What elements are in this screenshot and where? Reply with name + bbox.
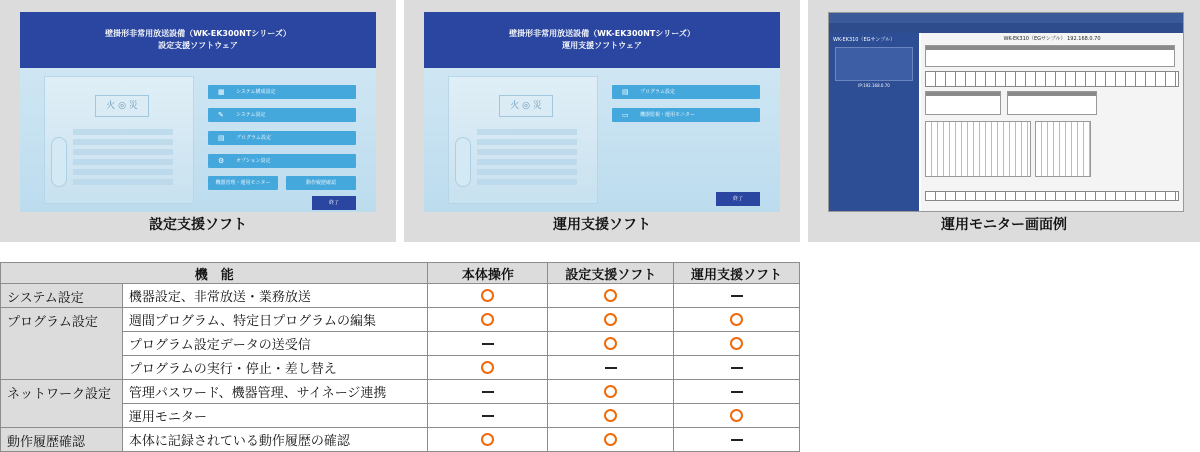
supported-circle-icon — [481, 361, 494, 374]
supported-circle-icon — [730, 409, 743, 422]
monitor-screen — [828, 12, 1184, 212]
settings-software-screen — [20, 12, 376, 212]
header-settings-software: 設定支援ソフト — [548, 263, 674, 284]
supported-circle-icon — [604, 433, 617, 446]
caption-monitor-example: 運用モニター画面例 — [941, 217, 1067, 233]
wrench-icon: ✎ — [218, 111, 224, 119]
program-icon: ▤ — [622, 88, 629, 96]
support-cell — [674, 332, 800, 356]
supported-circle-icon — [481, 289, 494, 302]
status-block — [925, 45, 1175, 67]
support-cell — [548, 356, 674, 380]
supported-circle-icon — [604, 409, 617, 422]
support-cell — [674, 356, 800, 380]
support-cell — [548, 308, 674, 332]
output-table — [1035, 121, 1091, 177]
support-cell — [428, 404, 548, 428]
caption-settings-software: 設定支援ソフト — [149, 217, 247, 233]
table-row — [1, 428, 800, 452]
category-cell: プログラム設定 — [1, 308, 123, 380]
supported-circle-icon — [604, 313, 617, 326]
function-table — [0, 262, 800, 452]
function-cell: 本体に記録されている動作履歴の確認 — [122, 428, 428, 452]
function-cell: 管理パスワード、機器管理、サイネージ連携 — [122, 380, 428, 404]
not-supported-dash-icon — [482, 343, 494, 345]
option-icon: ⚙ — [218, 157, 225, 165]
grid-icon: ▦ — [218, 88, 225, 96]
menu-option-settings-button[interactable]: ⚙ オプション設定 — [208, 154, 356, 168]
not-supported-dash-icon — [482, 415, 494, 417]
function-cell: 運用モニター — [122, 404, 428, 428]
supported-circle-icon — [604, 337, 617, 350]
input-table — [925, 121, 1031, 177]
supported-circle-icon — [730, 313, 743, 326]
support-cell — [428, 284, 548, 308]
support-cell — [548, 380, 674, 404]
circuit-row — [925, 191, 1179, 201]
settings-title-line2: 設定支援ソフトウェア — [158, 41, 238, 50]
menu-system-config-button[interactable]: ▦ システム構成設定 — [208, 85, 356, 99]
microphone-icon — [51, 137, 67, 187]
fire-indicator: 火 ◎ 災 — [499, 95, 553, 117]
panel-operation-software — [404, 0, 800, 242]
support-cell — [428, 356, 548, 380]
monitor-main-area — [921, 33, 1183, 211]
support-cell — [674, 308, 800, 332]
support-cell — [428, 332, 548, 356]
support-cell — [548, 404, 674, 428]
menu-program-settings-button[interactable]: ▤ プログラム設定 — [208, 131, 356, 145]
device-illustration — [44, 76, 194, 204]
support-cell — [674, 428, 800, 452]
operation-title-line2: 運用支援ソフトウェア — [562, 41, 642, 50]
category-cell: 動作履歴確認 — [1, 428, 123, 452]
menu-device-monitor-button[interactable]: ▭ 機器監視・運用モニター — [612, 108, 760, 122]
menu-program-settings-button[interactable]: ▤ プログラム設定 — [612, 85, 760, 99]
not-supported-dash-icon — [605, 367, 617, 369]
function-cell: 週間プログラム、特定日プログラムの編集 — [122, 308, 428, 332]
operation-software-screen — [424, 12, 780, 212]
support-cell — [548, 332, 674, 356]
table-row — [1, 284, 800, 308]
operation-title-line1: 壁掛形非常用放送設備（WK-EK300NTシリーズ） — [509, 29, 695, 38]
fire-indicator: 火 ◎ 災 — [95, 95, 149, 117]
support-cell — [428, 308, 548, 332]
support-cell — [674, 284, 800, 308]
menu-system-settings-button[interactable]: ✎ システム設定 — [208, 108, 356, 122]
settings-title-band — [20, 12, 376, 68]
category-cell: システム設定 — [1, 284, 123, 308]
support-cell — [674, 380, 800, 404]
caption-operation-software: 運用支援ソフト — [553, 217, 651, 233]
support-cell — [674, 404, 800, 428]
function-cell: プログラムの実行・停止・差し替え — [122, 356, 428, 380]
monitor-device-box[interactable] — [835, 47, 913, 81]
device-grid — [477, 125, 577, 185]
table-header-row — [1, 263, 800, 284]
header-operation-software: 運用支援ソフト — [674, 263, 800, 284]
settings-title-line1: 壁掛形非常用放送設備（WK-EK300NTシリーズ） — [105, 29, 291, 38]
monitor-tabs[interactable] — [829, 23, 1183, 33]
program-icon: ▤ — [218, 134, 225, 142]
device-grid — [73, 125, 173, 185]
output-block — [1007, 91, 1097, 115]
monitor-titlebar — [829, 13, 1183, 23]
not-supported-dash-icon — [731, 391, 743, 393]
device-illustration — [448, 76, 598, 204]
microphone-icon — [455, 137, 471, 187]
not-supported-dash-icon — [731, 439, 743, 441]
device-monitor-button[interactable]: 機器管理・運用モニター — [208, 176, 278, 190]
support-cell — [548, 428, 674, 452]
exit-button[interactable]: 終了 — [716, 192, 760, 206]
monitor-header: WK-EK310（EGサンプル） 192.168.0.70 — [1003, 36, 1101, 42]
history-button[interactable]: 動作履歴確認 — [286, 176, 356, 190]
monitor-device-ip: IP:192.168.0.70 — [858, 83, 890, 88]
not-supported-dash-icon — [731, 295, 743, 297]
function-cell: プログラム設定データの送受信 — [122, 332, 428, 356]
table-body — [1, 284, 800, 452]
exit-button[interactable]: 終了 — [312, 196, 356, 210]
input-block — [925, 91, 1001, 115]
supported-circle-icon — [730, 337, 743, 350]
panel-monitor-example — [808, 0, 1200, 242]
function-cell: 機器設定、非常放送・業務放送 — [122, 284, 428, 308]
monitor-device-name: WK-EK310（EGサンプル） — [833, 37, 896, 43]
category-cell: ネットワーク設定 — [1, 380, 123, 428]
not-supported-dash-icon — [482, 391, 494, 393]
table-row — [1, 308, 800, 332]
panel-settings-software — [0, 0, 396, 242]
not-supported-dash-icon — [731, 367, 743, 369]
header-function: 機 能 — [1, 263, 428, 284]
operation-title-band — [424, 12, 780, 68]
monitor-icon: ▭ — [622, 111, 629, 119]
table-row — [1, 380, 800, 404]
supported-circle-icon — [604, 385, 617, 398]
speaker-status-row — [925, 71, 1179, 87]
supported-circle-icon — [481, 433, 494, 446]
support-cell — [428, 428, 548, 452]
supported-circle-icon — [604, 289, 617, 302]
supported-circle-icon — [481, 313, 494, 326]
header-device-operation: 本体操作 — [428, 263, 548, 284]
support-cell — [428, 380, 548, 404]
monitor-device-list — [829, 33, 919, 212]
support-cell — [548, 284, 674, 308]
